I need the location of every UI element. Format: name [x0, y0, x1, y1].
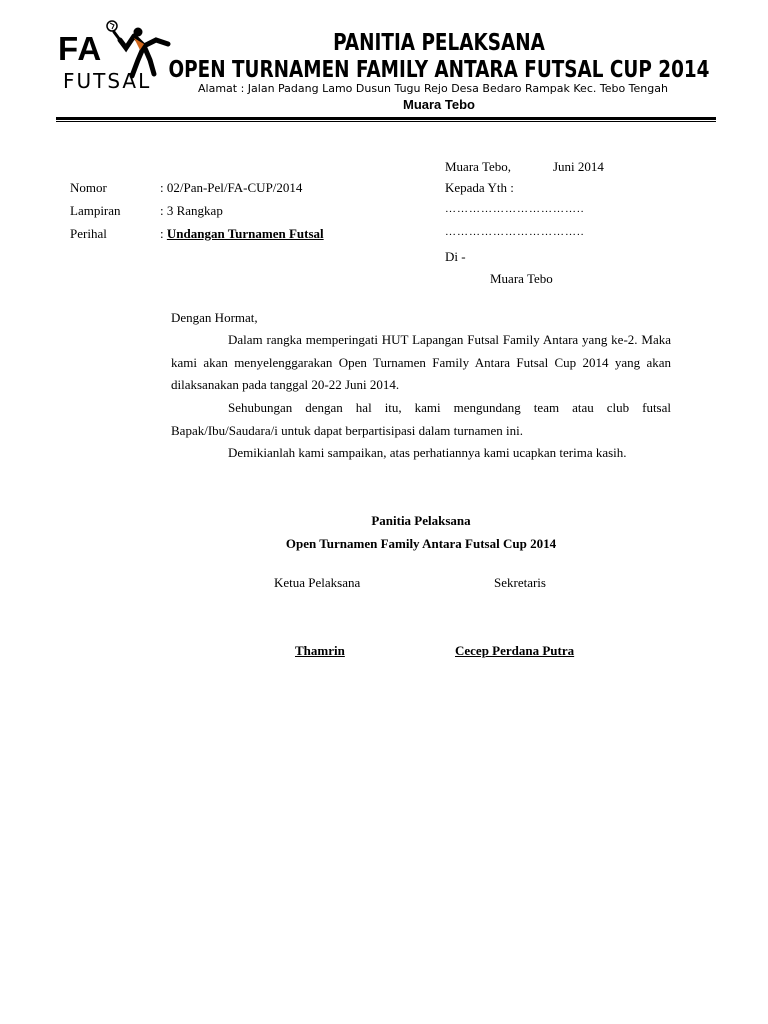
nomor-value: : 02/Pan-Pel/FA-CUP/2014 [160, 180, 303, 195]
name-chairman: Thamrin [295, 643, 345, 658]
greeting: Dengan Hormat, [171, 310, 258, 325]
committee-title: PANITIA PELAKSANA [333, 30, 545, 56]
perihal-label: Perihal [70, 226, 107, 241]
recipient-city: Muara Tebo [490, 271, 553, 286]
recipient-line-1: …………………………….. [445, 203, 585, 215]
paragraph-1: Dalam rangka memperingati HUT Lapangan Futsal Family Antara yang ke-2. Maka kami akan menyelenggarakan Open Turnamen Family Antara Futsal Cup 2014 yang akan dilaksanakan pada tanggal 20-22 Juni 2014. [171, 332, 671, 392]
name-secretary: Cecep Perdana Putra [455, 643, 575, 658]
header-divider-thin [56, 121, 716, 122]
kepada-yth: Kepada Yth : [445, 180, 514, 195]
recipient-line-2: …………………………….. [445, 226, 585, 238]
signature-committee: Panitia Pelaksana [371, 513, 471, 528]
role-chairman: Ketua Pelaksana [274, 575, 361, 590]
recipient-di: Di - [445, 249, 466, 264]
letter-date: Juni 2014 [553, 159, 604, 174]
nomor-label: Nomor [70, 180, 107, 195]
futsal-logo [56, 18, 176, 98]
perihal-value: Undangan Turnamen Futsal [166, 226, 324, 241]
role-secretary: Sekretaris [494, 575, 546, 590]
paragraph-3: Demikianlah kami sampaikan, atas perhatiannya kami ucapkan terima kasih. [228, 445, 627, 460]
lampiran-label: Lampiran [70, 203, 121, 218]
header-city: Muara Tebo [403, 97, 475, 112]
signature-event: Open Turnamen Family Antara Futsal Cup 2014 [285, 536, 557, 551]
logo-futsal-text: FUTSAL [63, 69, 152, 93]
header-divider-thick [56, 117, 716, 120]
date-place: Muara Tebo, [445, 159, 511, 174]
paragraph-2: Sehubungan dengan hal itu, kami mengundang team atau club futsal Bapak/Ibu/Saudara/i untuk dapat berpartisipasi dalam turnamen ini. [171, 400, 671, 438]
perihal-colon: : [160, 226, 167, 241]
tournament-title: OPEN TURNAMEN FAMILY ANTARA FUTSAL CUP 2014 [168, 57, 710, 83]
logo-fa-text: FA [58, 30, 103, 67]
perihal-row [160, 227, 324, 240]
address-line: Alamat : Jalan Padang Lamo Dusun Tugu Rejo Desa Bedaro Rampak Kec. Tebo Tengah [198, 82, 668, 95]
lampiran-value: : 3 Rangkap [160, 203, 223, 218]
